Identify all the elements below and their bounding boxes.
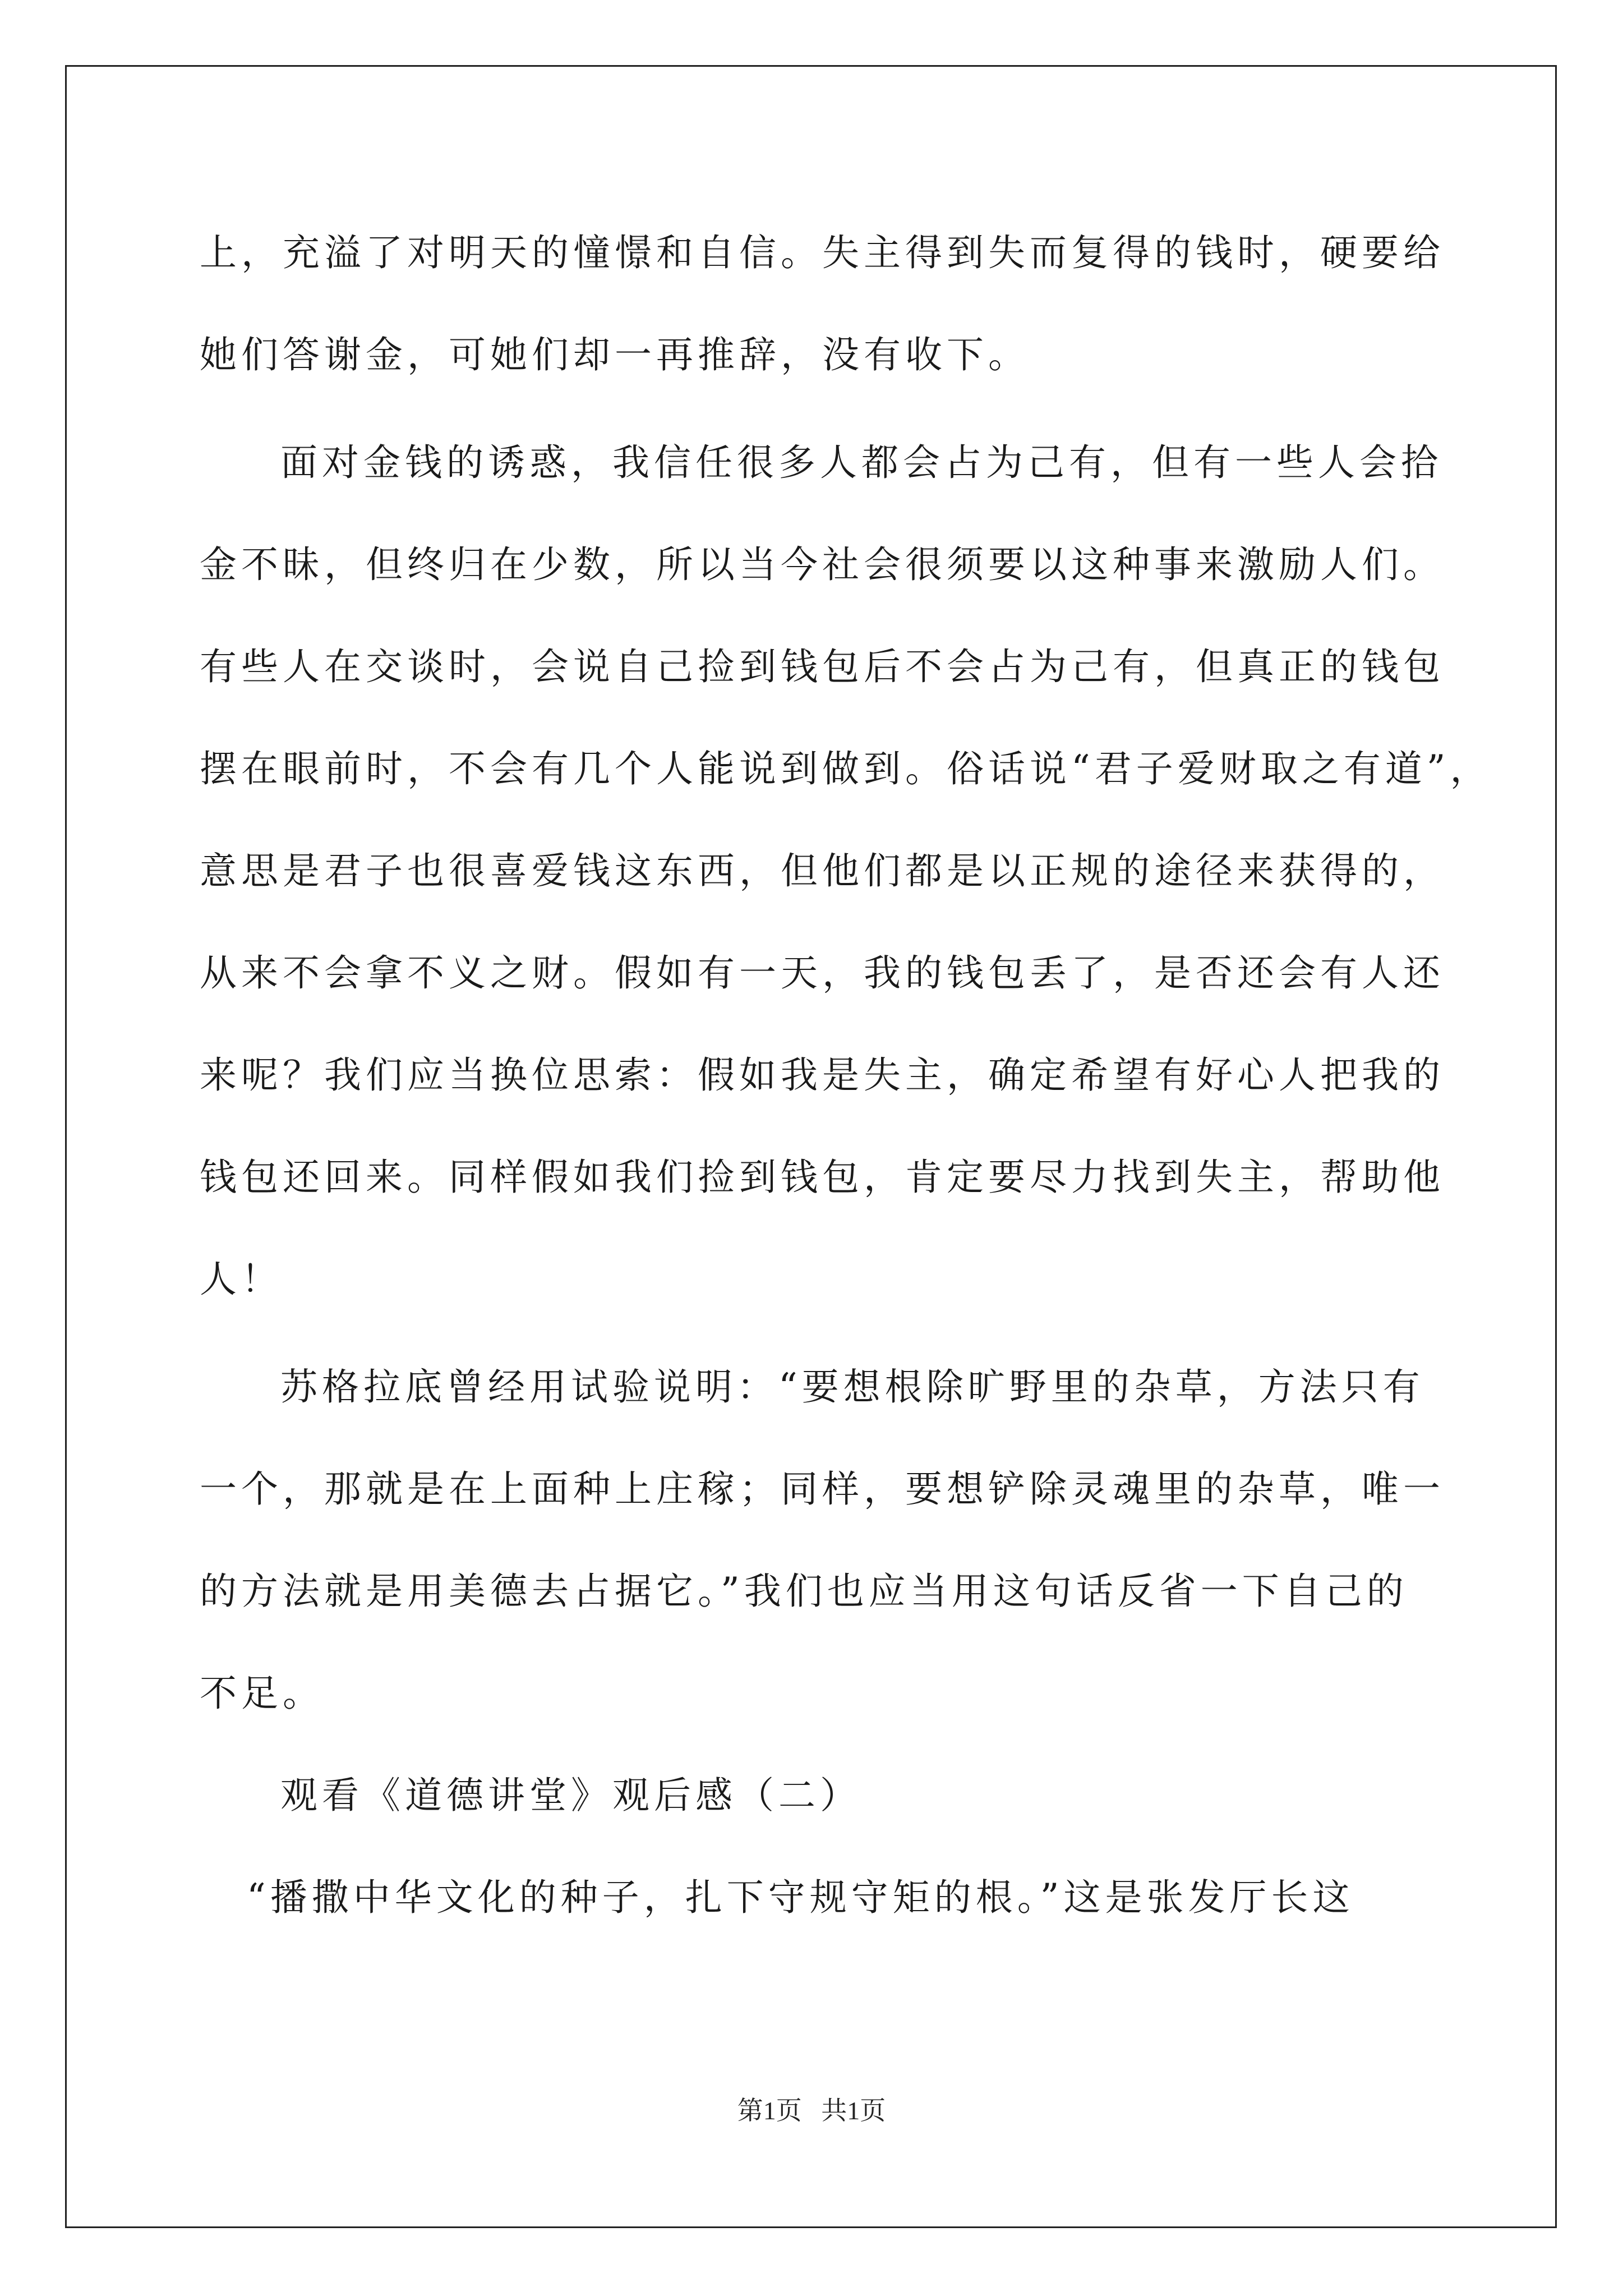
paragraph-line: “播撒中华文化的种子，扎下守规守矩的根。”这是张发厅长这 [247,1876,1354,1919]
paragraph-line: 她们答谢金，可她们却一再推辞，没有收下。 [200,333,1030,376]
page-footer: 第1页 共1页 [737,2096,886,2125]
paragraph-line: 意思是君子也很喜爱钱这东西，但他们都是以正规的途径来获得的， [200,849,1445,892]
paragraph-line: 摆在眼前时，不会有几个人能说到做到。俗话说“君子爱财取之有道”， [200,747,1492,790]
paragraph-line: 金不昧，但终归在少数，所以当今社会很须要以这种事来激励人们。 [200,543,1445,586]
paragraph-line: 从来不会拿不义之财。假如有一天，我的钱包丢了，是否还会有人还 [200,951,1445,995]
paragraph-line: 不足。 [200,1672,324,1715]
paragraph-line: 苏格拉底曾经用试验说明：“要想根除旷野里的杂草，方法只有 [280,1365,1424,1409]
paragraph-line: 来呢？我们应当换位思索：假如我是失主，确定希望有好心人把我的 [200,1053,1445,1097]
paragraph-line: 有些人在交谈时，会说自己捡到钱包后不会占为己有，但真正的钱包 [200,645,1445,688]
section-heading: 观看《道德讲堂》观后感（二） [280,1774,861,1817]
paragraph-line: 上，充溢了对明天的憧憬和自信。失主得到失而复得的钱时，硬要给 [200,231,1445,274]
paragraph-line: 一个，那就是在上面种上庄稼；同样，要想铲除灵魂里的杂草，唯一 [200,1467,1445,1511]
paragraph-line: 的方法就是用美德去占据它。”我们也应当用这句话反省一下自己的 [200,1570,1408,1613]
paragraph-line: 面对金钱的诱惑，我信任很多人都会占为己有，但有一些人会拾 [280,441,1442,484]
paragraph-line: 钱包还回来。同样假如我们捡到钱包，肯定要尽力找到失主，帮助他 [200,1156,1445,1199]
paragraph-line: 人！ [200,1258,283,1301]
